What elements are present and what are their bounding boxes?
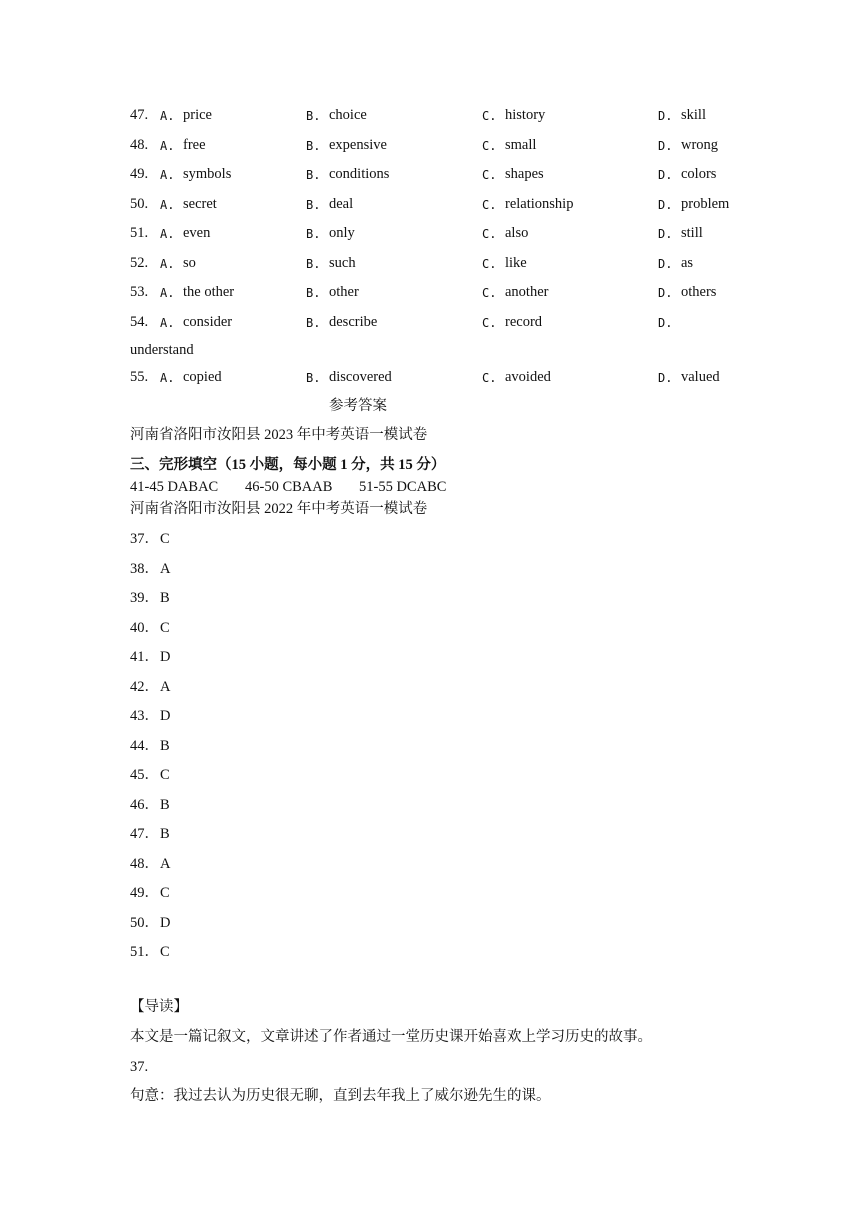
answer-letter: B — [160, 796, 170, 813]
option-text: secret — [183, 196, 217, 212]
option-text: consider — [183, 314, 233, 330]
option-text: valued — [681, 369, 720, 385]
option-letter: A. — [160, 316, 175, 330]
answer-number: 37． — [130, 531, 159, 547]
answer-number: 45． — [130, 767, 159, 783]
option-text: deal — [329, 196, 354, 212]
answer-number: 42． — [130, 678, 159, 695]
option-letter: C. — [482, 198, 497, 212]
answer-letter: A — [160, 678, 171, 695]
question-37-meaning: 句意：我过去认为历史很无聊，直到去年我上了威尔逊先生的课。 — [130, 1088, 551, 1104]
answer-number: 44． — [130, 737, 159, 754]
option-letter: D. — [658, 227, 673, 241]
option-letter: A. — [160, 168, 175, 182]
option-letter: A. — [160, 139, 175, 153]
answer-number: 48． — [130, 855, 159, 872]
option-letter: C. — [482, 371, 497, 385]
option-letter: C. — [482, 316, 497, 330]
option-letter: D. — [658, 286, 673, 300]
option-letter: B. — [306, 257, 321, 271]
question-number: 53. — [130, 284, 149, 300]
answer-letter: C — [160, 531, 170, 547]
option-letter: B. — [306, 109, 321, 123]
option-letter: D. — [658, 109, 673, 123]
answer-2023-group-3: 51-55 DCABC — [359, 479, 447, 495]
option-text: even — [183, 225, 211, 241]
option-letter: D. — [658, 316, 673, 330]
option-letter: B. — [306, 286, 321, 300]
answer-letter: B — [160, 826, 170, 842]
option-letter: B. — [306, 168, 321, 182]
option-text: discovered — [329, 369, 392, 385]
question-54-option-d-text: understand — [130, 342, 194, 358]
option-letter: B. — [306, 227, 321, 241]
option-letter: A. — [160, 198, 175, 212]
option-text: as — [681, 255, 694, 271]
option-text: like — [505, 255, 527, 271]
question-37-label: 37. — [130, 1059, 149, 1075]
option-text: other — [329, 284, 359, 300]
answer-letter: D — [160, 914, 171, 931]
option-letter: C. — [482, 257, 497, 271]
answer-number: 51． — [130, 944, 159, 960]
option-text: price — [183, 107, 212, 123]
option-letter: C. — [482, 227, 497, 241]
option-text: problem — [681, 196, 730, 212]
option-text: relationship — [505, 196, 574, 212]
option-text: also — [505, 225, 529, 241]
option-text: symbols — [183, 166, 232, 182]
question-number: 54. — [130, 314, 149, 330]
section-heading: 三、完形填空（15 小题，每小题 1 分，共 15 分） — [130, 457, 446, 473]
answer-letter: C — [160, 885, 170, 901]
option-text: free — [183, 137, 206, 153]
answer-number: 50． — [130, 914, 159, 931]
answer-letter: C — [160, 944, 170, 960]
answer-letter: A — [160, 855, 171, 872]
answer-number: 49． — [130, 885, 159, 901]
option-letter: D. — [658, 168, 673, 182]
option-text: describe — [329, 314, 378, 330]
option-text: shapes — [505, 166, 544, 182]
option-text: skill — [681, 107, 706, 123]
option-letter: B. — [306, 316, 321, 330]
option-text: avoided — [505, 369, 551, 385]
option-text: colors — [681, 166, 717, 182]
option-text: another — [505, 284, 549, 300]
option-letter: D. — [658, 139, 673, 153]
option-text: the other — [183, 284, 235, 300]
option-text: conditions — [329, 166, 390, 182]
question-number: 49. — [130, 166, 149, 182]
answer-letter: C — [160, 767, 170, 783]
question-number: 48. — [130, 137, 149, 153]
guide-heading: 【导读】 — [130, 999, 188, 1015]
option-letter: D. — [658, 257, 673, 271]
answer-letter: B — [160, 737, 170, 754]
answer-number: 47． — [130, 826, 159, 842]
option-text: others — [681, 284, 717, 300]
answer-letter: A — [160, 560, 171, 577]
answer-number: 43． — [130, 708, 159, 724]
exam-2022-title: 河南省洛阳市汝阳县 2022 年中考英语一模试卷 — [130, 501, 428, 517]
answer-letter: D — [160, 708, 171, 724]
answer-number: 41． — [130, 649, 159, 665]
question-number: 47. — [130, 107, 149, 123]
option-text: copied — [183, 369, 222, 385]
answer-heading: 参考答案 — [329, 398, 387, 414]
answer-number: 39． — [130, 590, 159, 606]
answer-2023-group-2: 46-50 CBAAB — [245, 479, 333, 495]
exam-2023-title: 河南省洛阳市汝阳县 2023 年中考英语一模试卷 — [130, 427, 428, 443]
answer-number: 38． — [130, 560, 159, 577]
answer-letter: D — [160, 649, 171, 665]
option-text: so — [183, 255, 196, 271]
option-text: expensive — [329, 137, 387, 153]
option-letter: A. — [160, 227, 175, 241]
option-letter: C. — [482, 109, 497, 123]
option-text: only — [329, 225, 355, 241]
option-text: record — [505, 314, 543, 330]
option-text: choice — [329, 107, 367, 123]
option-letter: B. — [306, 371, 321, 385]
question-number: 52. — [130, 255, 149, 271]
option-letter: C. — [482, 139, 497, 153]
question-number: 50. — [130, 196, 149, 212]
option-letter: C. — [482, 286, 497, 300]
option-letter: B. — [306, 198, 321, 212]
guide-text: 本文是一篇记叙文，文章讲述了作者通过一堂历史课开始喜欢上学习历史的故事。 — [130, 1029, 652, 1045]
option-text: such — [329, 255, 356, 271]
option-letter: A. — [160, 286, 175, 300]
answer-number: 40． — [130, 619, 159, 636]
option-text: history — [505, 107, 546, 123]
question-number: 51. — [130, 225, 149, 241]
option-text: wrong — [681, 137, 719, 153]
option-letter: A. — [160, 371, 175, 385]
option-letter: B. — [306, 139, 321, 153]
question-number: 55. — [130, 369, 149, 385]
option-text: small — [505, 137, 537, 153]
answer-2023-group-1: 41-45 DABAC — [130, 479, 219, 495]
option-letter: A. — [160, 257, 175, 271]
option-letter: D. — [658, 371, 673, 385]
option-letter: C. — [482, 168, 497, 182]
answer-number: 46． — [130, 796, 159, 813]
answer-letter: C — [160, 619, 170, 636]
option-letter: D. — [658, 198, 673, 212]
answer-letter: B — [160, 590, 170, 606]
option-letter: A. — [160, 109, 175, 123]
option-text: still — [681, 225, 703, 241]
